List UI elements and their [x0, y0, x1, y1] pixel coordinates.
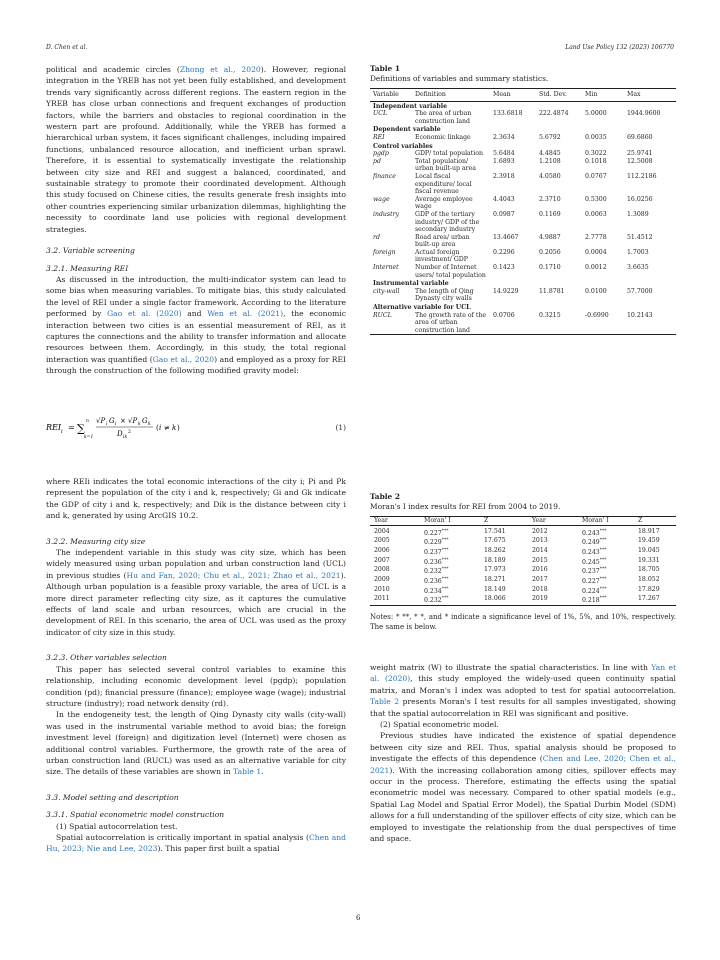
section-3-2-3-heading: 3.2.3. Other variables selection	[46, 653, 167, 663]
table-2-label: Table 2	[370, 492, 400, 501]
table-2-row	[370, 557, 676, 567]
gravity-equation	[46, 408, 346, 444]
table-1-cell-max: 1.3089	[627, 210, 649, 218]
svg-text:=: =	[68, 423, 75, 432]
table-1-cell-sd: 1.2108	[539, 157, 561, 165]
table-2-row	[370, 537, 676, 547]
para-spatial-autocorrelation	[46, 832, 346, 855]
table-2-cell: 2006	[374, 546, 390, 554]
section-3-2-heading: 3.2. Variable screening	[46, 246, 135, 256]
citation-link[interactable]: Gao et al., 2020	[152, 354, 215, 364]
table-1-cell-var: Internet	[373, 264, 399, 272]
table-1-cell-var: UCL	[373, 110, 388, 118]
table-1-cell-max: 1.7003	[627, 248, 649, 256]
table-1-cell-def: The growth rate of the area of urban construction land	[415, 311, 486, 334]
svg-text:∑: ∑	[77, 422, 85, 435]
para-city-size	[46, 547, 346, 638]
citation-link[interactable]: Table 1	[233, 767, 262, 777]
citation-link[interactable]: Yan et al. (2020)	[370, 663, 676, 684]
table-1	[370, 88, 676, 335]
table-1-cell-max: 51.4512	[627, 233, 653, 241]
running-header-journal: Land Use Policy 132 (2023) 106770	[565, 44, 674, 51]
table-1-cell-mean: 0.2296	[493, 248, 515, 256]
table-1-cell-mean: 2.3634	[493, 133, 515, 141]
table-1-group-row	[370, 142, 676, 151]
table-1-cell-def: Average employee wage	[415, 195, 473, 211]
svg-text:D: D	[117, 430, 123, 438]
table-2-cell: 2014	[532, 546, 548, 554]
table-1-row	[370, 158, 676, 173]
table-2-cell: 17.541	[484, 527, 506, 535]
table-1-cell-def: Economic linkage	[415, 133, 471, 141]
table-2-cell: 0.232***	[424, 596, 449, 605]
table-2-cell: 18.189	[484, 556, 506, 564]
svg-text:≠: ≠	[164, 424, 170, 432]
table-1-cell-mean: 13.4667	[493, 233, 519, 241]
table-1-cell-def: The length of Qing Dynasty city walls	[415, 287, 474, 303]
table-2	[370, 516, 676, 606]
table-2-cell: 19.331	[638, 556, 660, 564]
table-1-row	[370, 110, 676, 125]
table-1-cell-min: 5.0000	[585, 110, 607, 118]
table-1-row	[370, 173, 676, 196]
svg-text:√P: √P	[128, 417, 138, 425]
table-1-row	[370, 234, 676, 249]
svg-text:i: i	[61, 429, 63, 435]
table-1-cell-def: Local fiscal expenditure/ local fiscal revenue	[415, 172, 472, 196]
table-1-row	[370, 134, 676, 142]
para-measuring-rei	[46, 274, 346, 377]
paragraph-text: presents Moran's I test results for all samples investigated, showing that the spatial autocorrelation in REI was significant and positive.	[370, 697, 676, 718]
table-1-group-row	[370, 125, 676, 134]
table-2-cell: 17.267	[638, 595, 660, 603]
right-column-text	[370, 662, 676, 845]
table-1-cell-min: 0.0004	[585, 248, 607, 256]
table-1-title: Definitions of variables and summary statistics.	[370, 74, 549, 83]
para-intro	[46, 64, 346, 235]
table-1-cell-sd: 5.6792	[539, 133, 561, 141]
table-2-cell: 0.249***	[582, 538, 607, 547]
table-2-row	[370, 525, 676, 537]
item-2-spatial-econometric-model: (2) Spatial econometric model.	[380, 720, 499, 730]
paragraph-text: political and academic circles (	[46, 65, 180, 74]
table-1-cell-min: 0.0100	[585, 287, 607, 295]
svg-text:k: k	[172, 424, 177, 432]
table-1-cell-sd: 4.4845	[539, 150, 561, 158]
paragraph-text: As discussed in the introduction, the multi-indicator system can lead to some bias when measuring variables. To mitigate bias, this study calculated the level of REI under a single factor framework. According to the literature performed by	[46, 274, 346, 319]
left-column-lower	[46, 476, 346, 855]
table-2-column-header: Z	[484, 517, 489, 524]
svg-text:G: G	[142, 417, 148, 425]
table-1-group-row	[370, 101, 676, 110]
table-1-column-header: Variable	[373, 91, 399, 98]
paragraph-text: weight matrix (W) to illustrate the spatial characteristics. In line with	[370, 663, 652, 672]
table-1-cell-def: GDP of the tertiary industry/ GDP of the secondary industry	[415, 210, 480, 234]
table-2-cell: 19.045	[638, 546, 660, 554]
paragraph-text: , this study employed the widely-used queen continuity spatial matrix, and Moran's I index was adopted to test for spatial autocorrelation.	[370, 674, 676, 695]
table-2-header-row	[370, 517, 676, 526]
table-1-cell-min: 0.3022	[585, 150, 607, 158]
table-1-cell-mean: 5.6484	[493, 150, 515, 158]
table-1-cell-max: 1944.9600	[627, 110, 661, 118]
table-2-cell: 17.973	[484, 566, 506, 574]
table-2-cell: 2007	[374, 556, 390, 564]
table-1-column-header: Min	[585, 91, 598, 98]
table-2-cell: 0.229***	[424, 538, 449, 547]
table-1-cell-min: 2.7778	[585, 233, 607, 241]
table-1-block	[370, 64, 676, 335]
table-1-cell-var: industry	[373, 210, 400, 218]
table-1-cell-max: 25.9741	[627, 150, 653, 158]
table-2-column-header: Year	[532, 517, 546, 524]
table-2-cell: 17.675	[484, 537, 506, 545]
table-2-column-header: Year	[374, 517, 388, 524]
table-1-column-header: Max	[627, 91, 641, 98]
paragraph-text: Spatial autocorrelation is critically important in spatial analysis (	[56, 832, 309, 842]
paragraph-text: .	[261, 767, 264, 777]
table-2-cell: 2011	[374, 595, 390, 603]
table-2-cell: 18.917	[638, 527, 660, 535]
table-2-cell: 18.271	[484, 575, 506, 583]
table-1-row	[370, 150, 676, 158]
table-1-cell-sd: 11.8781	[539, 287, 565, 295]
svg-text:k=1: k=1	[84, 435, 94, 440]
paragraph-text: ). With the increasing collaboration among cities, spillover effects may occur in the process. Therefore, estimating the effects using the spatial econometric model was necessary. Compared to other spatial models (e.g., Spatial Lag Model and Spatial Error Model), the Spatial Durbin Model (SDM) allows for a full understanding of the spillover effects of city size, which can be employed to investigate the relationship from the dual perspectives of time and space.	[370, 765, 676, 844]
para-spatial-durbin-model	[370, 730, 676, 844]
table-1-label: Table 1	[370, 64, 400, 73]
table-2-cell: 0.218***	[582, 596, 607, 605]
table-1-cell-min: 0.1018	[585, 157, 607, 165]
table-1-cell-mean: 0.0987	[493, 210, 515, 218]
svg-text:2: 2	[128, 430, 131, 435]
table-1-cell-var: wage	[373, 195, 390, 203]
table-1-column-header: Definition	[415, 91, 446, 98]
table-2-cell: 18.149	[484, 585, 506, 593]
table-2-block	[370, 492, 676, 632]
citation-link[interactable]: Chen and Hu, 2023; Nie and Lee, 2023	[46, 832, 346, 854]
table-1-cell-mean: 133.6818	[493, 110, 523, 118]
table-2-row	[370, 576, 676, 586]
table-1-cell-sd: 0.2056	[539, 248, 561, 256]
paragraph-text: , the economic interaction between two cities is an essential measurement of REI, as it captures the connections and the ability to transfer information and allocate resources between them. Accordingly, in this study, the total regional interaction was quantified (	[46, 309, 346, 364]
table-1-row	[370, 264, 676, 279]
paragraph-text: ) and employed as a proxy for REI through the construction of the following modified gravity model:	[46, 354, 347, 376]
table-1-group-label: Control variables	[373, 142, 433, 150]
table-1-cell-def: Total population/ urban built-up area	[415, 157, 476, 173]
table-2-cell: 0.236***	[424, 557, 449, 566]
table-1-cell-max: 112.2186	[627, 172, 657, 180]
table-2-cell: 17.829	[638, 585, 660, 593]
paragraph-text: ). This paper first built a spatial	[157, 844, 280, 854]
table-1-cell-def: The area of urban construction land	[415, 110, 472, 125]
table-1-cell-def: Road area/ urban built-up area	[415, 233, 470, 249]
table-1-cell-max: 16.0256	[627, 195, 653, 203]
table-1-cell-min: 0.0063	[585, 210, 607, 218]
svg-text:REI: REI	[46, 423, 62, 432]
table-2-row	[370, 586, 676, 596]
svg-text:×: ×	[120, 417, 126, 425]
table-2-cell: 0.234***	[424, 586, 449, 595]
table-2-cell: 18.066	[484, 595, 506, 603]
section-3-3-1-heading: 3.3.1. Spatial econometric model construction	[46, 810, 225, 820]
table-2-cell: 0.227***	[424, 528, 449, 537]
section-3-2-2-heading: 3.2.2. Measuring city size	[46, 536, 146, 546]
table-2-cell: 2013	[532, 537, 548, 545]
table-2-cell: 18.705	[638, 566, 660, 574]
paragraph-text: Previous studies have indicated the existence of spatial dependence between city size and REI. Thus, spatial analysis should be proposed to investigate the effects of this dependence (	[370, 731, 676, 764]
table-1-cell-max: 3.6635	[627, 264, 649, 272]
table-1-cell-max: 10.2143	[627, 311, 653, 319]
table-1-group-label: Alternative variable for UCL	[373, 304, 471, 312]
table-1-cell-min: 0.0035	[585, 133, 607, 141]
table-1-cell-mean: 1.6893	[493, 157, 515, 165]
table-1-cell-sd: 0.3215	[539, 311, 561, 319]
table-1-cell-sd: 2.3710	[539, 195, 561, 203]
table-1-cell-mean: 0.1423	[493, 264, 515, 272]
table-1-cell-mean: 2.3918	[493, 172, 515, 180]
table-2-cell: 0.227***	[582, 576, 607, 585]
table-1-cell-def: Actual foreign investment/ GDP	[415, 248, 468, 264]
table-2-notes: Notes: * **, * *, and * indicate a significance level of 1%, 5%, and 10%, respectively. The same is below.	[370, 612, 676, 631]
table-2-cell: 2008	[374, 566, 390, 574]
table-1-cell-sd: 0.1169	[539, 210, 561, 218]
page-number: 6	[356, 914, 361, 922]
table-2-row	[370, 547, 676, 557]
svg-text:i: i	[106, 422, 108, 427]
table-2-cell: 0.237***	[424, 547, 449, 556]
paragraph-text: ). Although urban population is a feasible proxy variable, the area of UCL is a more direct parameter reflecting city size, as it captures the cumulative effects of land scale and urban resources, which are crucial in the development of REI. In this scenario, the area of UCL was used as the proxy indicator of city size in this study.	[46, 570, 347, 637]
table-1-cell-max: 69.6860	[627, 133, 653, 141]
table-2-cell: 0.243***	[582, 547, 607, 556]
svg-text:√P: √P	[96, 417, 106, 425]
table-2-cell: 2010	[374, 585, 390, 593]
table-1-row	[370, 196, 676, 211]
table-2-column-header: Moran' I	[582, 517, 609, 524]
svg-text:k: k	[138, 422, 141, 427]
table-1-group-row	[370, 279, 676, 288]
table-1-cell-mean: 14.9229	[493, 287, 519, 295]
paragraph-text: The independent variable in this study was city size, which has been widely measured using urban population and urban construction land (UCL) in previous studies (	[46, 548, 346, 580]
table-1-cell-max: 57.7000	[627, 287, 653, 295]
paragraph-text: and	[181, 309, 208, 319]
para-equation-definitions: where REIi indicates the total economic interactions of the city i; Pi and Pk represent the population of the city i and k, respectively; Gi and Gk indicate the GDP of city i and k, respectively; and Dik is the distance between city i and k, generated by using ArcGIS 10.2.	[46, 477, 346, 521]
table-1-cell-sd: 4.9887	[539, 233, 561, 241]
table-1-row	[370, 312, 676, 335]
table-1-cell-var: REI	[373, 133, 385, 141]
table-1-cell-var: pd	[373, 157, 381, 165]
table-1-cell-min: 0.5300	[585, 195, 607, 203]
equation-formula	[46, 408, 206, 444]
table-1-column-header: Std. Dev.	[539, 91, 567, 98]
svg-text:i: i	[115, 422, 117, 427]
table-1-cell-var: pgdp	[373, 150, 389, 158]
table-1-cell-def: Number of Internet users/ total population	[415, 264, 486, 279]
table-2-cell: 0.237***	[582, 567, 607, 576]
equation-number: (1)	[335, 423, 346, 432]
section-3-2-1-heading: 3.2.1. Measuring REI	[46, 263, 129, 273]
paragraph-text: In the endogeneity test, the length of Qing Dynasty city walls (city-wall) was used in the instrumental variable method to avoid bias; the foreign investment level (foreign) and digitization level (Internet) were chosen as additional control variables. Furthermore, the growth rate of the area of urban construction land (RUCL) was used as an alternative variable for city size. The details of these variables are shown in	[46, 710, 346, 777]
table-2-cell: 19.459	[638, 537, 660, 545]
table-2-cell: 2019	[532, 595, 548, 603]
table-1-group-label: Instrumental variable	[373, 280, 449, 288]
table-1-cell-sd: 222.4874	[539, 110, 569, 118]
table-1-cell-min: 0.0012	[585, 264, 607, 272]
table-2-cell: 18.262	[484, 546, 506, 554]
table-2-column-header: Moran' I	[424, 517, 451, 524]
para-moran	[370, 662, 676, 719]
table-2-row	[370, 566, 676, 576]
table-1-cell-mean: 4.4043	[493, 195, 515, 203]
table-1-cell-min: -0.6990	[585, 311, 609, 319]
running-header-authors: D. Chen et al.	[46, 44, 88, 51]
citation-link[interactable]: Wen et al. (2021)	[207, 309, 284, 319]
svg-text:i: i	[159, 424, 162, 432]
table-1-cell-var: RUCL	[373, 311, 392, 319]
table-1-group-label: Independent variable	[373, 102, 448, 110]
svg-text:): )	[177, 424, 180, 432]
table-1-row	[370, 249, 676, 264]
citation-link[interactable]: Gao et al. (2020)	[107, 309, 182, 319]
svg-text:G: G	[109, 417, 115, 425]
table-2-cell: 0.232***	[424, 567, 449, 576]
table-1-cell-var: city-wall	[373, 287, 400, 295]
svg-text:ik: ik	[123, 435, 128, 440]
left-column	[46, 64, 346, 377]
paragraph-text: ). However, regional integration in the YREB has not yet been fully established, and development trends vary significantly across different regions. The eastern region in the YREB has close urban connections and frequent exchanges of production factors, while the barriers and obstacles to regional coordination in the western part are profound. Additionally, while the YREB has formed a hierarchical urban system, it faces significant challenges, including impaired functions, unbalanced resource allocation, and inefficient urban sprawl. Therefore, it is essential to systematically investigate the relationship between city size and REI and suggest a balanced, coordinated, and sustainable strategy to promote their coordinated development. Although this study focused on Chinese cities, the results generate fresh insights into other countries experiencing similar urbanization dilemmas, highlighting the necessity to coordinate land use policies with regional development strategies.	[46, 65, 347, 234]
table-1-cell-sd: 4.0580	[539, 172, 561, 180]
table-1-cell-mean: 0.0706	[493, 311, 515, 319]
table-2-title: Moran's I index results for REI from 2004 to 2019.	[370, 502, 561, 511]
table-2-cell: 18.052	[638, 575, 660, 583]
svg-text:(: (	[156, 424, 159, 432]
svg-text:k: k	[148, 422, 151, 427]
section-3-3-heading: 3.3. Model setting and description	[46, 792, 179, 802]
table-2-cell: 2017	[532, 575, 548, 583]
table-2-cell: 0.224***	[582, 586, 607, 595]
table-1-header-row	[370, 89, 676, 102]
table-2-column-header: Z	[638, 517, 643, 524]
table-1-cell-var: rd	[373, 233, 380, 241]
table-2-cell: 0.236***	[424, 576, 449, 585]
para-other-variables-2	[46, 709, 346, 777]
table-2-row	[370, 595, 676, 605]
table-1-group-row	[370, 303, 676, 312]
table-1-row	[370, 211, 676, 234]
svg-text:n: n	[86, 419, 89, 424]
table-1-cell-def: GDP/ total population	[415, 150, 483, 158]
table-1-cell-var: foreign	[373, 248, 396, 256]
citation-link[interactable]: Table 2	[370, 697, 400, 707]
table-2-cell: 0.243***	[582, 528, 607, 537]
table-1-cell-sd: 0.1710	[539, 264, 561, 272]
citation-link[interactable]: Hu and Fan, 2020; Chu et al., 2021; Zhao et al., 2021	[126, 570, 341, 580]
para-other-variables-1: This paper has selected several control variables to examine this relationship, including economic development level (pgdp); population condition (pd); financial pressure (finance); employee wage (wage); industrial structure (industry); road network density (rd).	[46, 664, 346, 708]
table-2-cell: 2016	[532, 566, 548, 574]
table-2-cell: 2005	[374, 537, 390, 545]
table-2-cell: 2004	[374, 527, 390, 535]
table-1-group-label: Dependent variable	[373, 126, 441, 134]
table-2-cell: 2012	[532, 527, 548, 535]
table-1-column-header: Mean	[493, 91, 511, 98]
citation-link[interactable]: Zhong et al., 2020	[179, 65, 261, 74]
table-1-cell-min: 0.0767	[585, 172, 607, 180]
citation-link[interactable]: Chen and Lee, 2020; Chen et al., 2021	[370, 754, 676, 775]
table-2-cell: 2015	[532, 556, 548, 564]
table-1-cell-var: finance	[373, 172, 396, 180]
table-1-cell-max: 12.5008	[627, 157, 653, 165]
table-2-cell: 0.245***	[582, 557, 607, 566]
table-1-row	[370, 288, 676, 303]
item-1-spatial-autocorrelation: (1) Spatial autocorrelation test.	[56, 821, 178, 831]
table-2-cell: 2009	[374, 575, 390, 583]
table-2-cell: 2018	[532, 585, 548, 593]
